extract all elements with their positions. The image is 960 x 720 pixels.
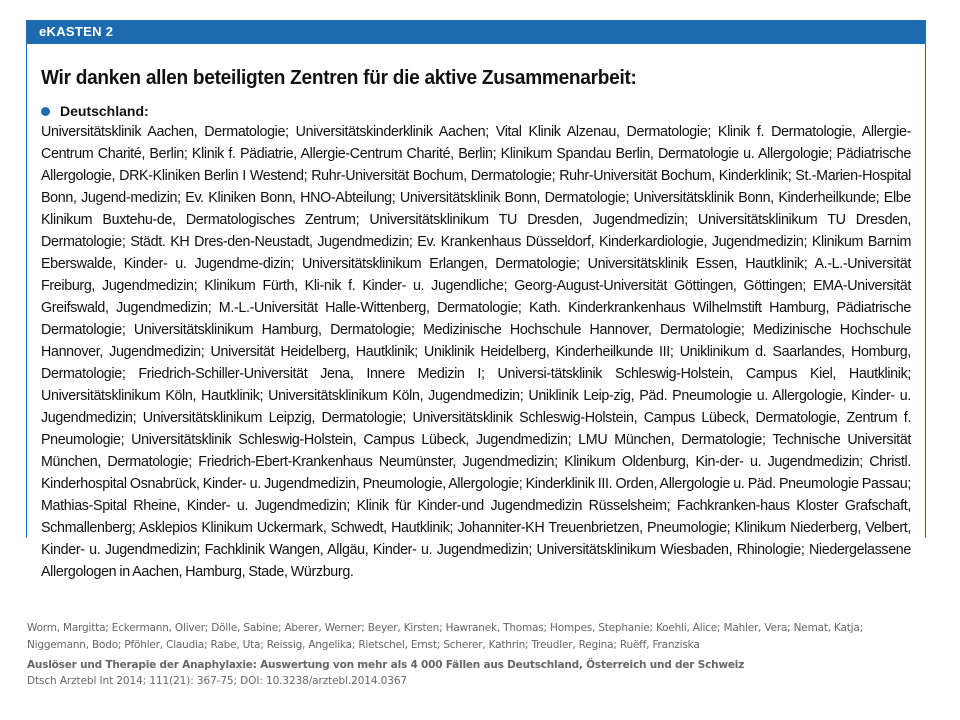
section-heading <box>41 103 925 119</box>
section-heading-label: Deutschland: <box>60 103 149 119</box>
citation-source: Dtsch Arztebl Int 2014; 111(21): 367-75; DOI: 10.3238/arztebl.2014.0367 <box>27 675 408 687</box>
ekasten-box <box>26 20 926 580</box>
centers-list-text: Universitätsklinik Aachen, Dermatologie; Universitätskinderklinik Aachen; Vital Klinik Alzenau, Dermatologie; Klinik f. Dermatologie, Allergie-Centrum Charité, Berlin; Klinik f. Pädiatrie, Allergie-Centrum Charité, Berlin; Klinikum Spandau Berlin, Dermatologie u. Allergologie; Pädiatrische Allergologie, DRK-Kliniken Berlin I Westend; Ruhr-Universität Bochum, Dermatologie; Ruhr-Universität Bochum, Kinderklinik; St.-Marien-Hospital Bonn, Jugend-medizin; Ev. Kliniken Bonn, HNO-Abteilung; Universitätsklinik Bonn, Dermatologie; Universitätsklinik Bonn, Kinderheilkunde; Elbe Klinikum Buxtehu-de, Dermatologisches Zentrum; Universitätsklinikum TU Dresden, Jugendmedizin; Universitätsklinikum TU Dresden, Dermatologie; Städt. KH Dres-den-Neustadt, Jugendmedizin; Ev. Krankenhaus Düsseldorf, Kinderkardiologie, Jugendmedizin; Klinikum Barnim Eberswalde, Kinder- u. Jugendme-dizin; Universitätsklinikum Erlangen, Dermatologie; Universitätsklinik Essen, Hautklinik; A.-L.-Universität Freiburg, Jugendmedizin; Klinikum Fürth, Kli-nik f. Kinder- u. Jugendliche; Georg-August-Universität Göttingen, Göttingen; EMA-Universität Greifswald, Jugendmedizin; M.-L.-Universität Halle-Wittenberg, Dermatologie; Kath. Kinderkrankenhaus Wilhelmstift Hamburg, Pädiatrische Dermatologie; Universitätsklinikum Hamburg, Dermatologie; Medizinische Hochschule Hannover, Dermatologie; Medizinische Hochschule Hannover, Jugendmedizin; Universität Heidelberg, Hautklinik; Uniklinik Heidelberg, Kinderheilkunde III; Uniklinikum d. Saarlandes, Homburg, Dermatologie; Friedrich-Schiller-Universität Jena, Innere Medizin I; Universi-tätsklinik Schleswig-Holstein, Campus Kiel, Hautklinik; Universitätsklinikum Köln, Hautklinik; Universitätsklinikum Köln, Jugendmedizin; Uniklinik Leip-zig, Päd. Pneumologie u. Allergologie, Kinder- u. Jugendmedizin; Universitätsklinikum Leipzig, Dermatologie; Universitätsklinik Schleswig-Holstein, Campus Lübeck, Dermatologie, Zentrum f. Pneumologie; Universitätsklinik Schleswig-Holstein, Campus Lübeck, Jugendmedizin; LMU München, Dermatologie; Technische Universität München, Dermatologie; Friedrich-Ebert-Krankenhaus Neumünster, Jugendmedizin; Klinikum Oldenburg, Kin-der- u. Jugendmedizin; Christl. Kinderhospital Osnabrück, Kinder- u. Jugendmedizin, Pneumologie, Allergologie; Kinderklinik III. Orden, Allergologie u. Päd. Pneumologie Passau; Mathias-Spital Rheine, Kinder- u. Jugendmedizin; Klinik für Kinder-und Jugendmedizin Rüsselsheim; Fachkranken-haus Kloster Grafschaft, Schmallenberg; Asklepios Klinikum Uckermark, Schwedt, Hautklinik; Johanniter-KH Treuenbrietzen, Pneumologie; Klinikum Niederberg, Velbert, Kinder- u. Jugendmedizin; Fachklinik Wangen, Allgäu, Kinder- u. Jugendmedizin; Universitätsklinikum Wiesbaden, Rhinologie; Niedergelassene Allergologen in Aachen, Hamburg, Stade, Würzburg. <box>41 124 911 580</box>
box-label: eKASTEN 2 <box>27 20 925 44</box>
citation-block <box>27 620 927 687</box>
citation-authors: Worm, Margitta; Eckermann, Oliver; Dölle, Sabine; Aberer, Werner; Beyer, Kirsten; Hawranek, Thomas; Hompes, Stephanie; Koehli, Alice; Mahler, Vera; Nemat, Katja; Niggemann, Bodo; Pföhler, Claudia; Rabe, Uta; Reissig, Angelika; Rietschel, Ernst; Scherer, Kathrin; Treudler, Regina; Ruëff, Franziska <box>27 622 863 651</box>
box-title: Wir danken allen beteiligten Zentren für die aktive Zusammenarbeit: <box>41 66 637 89</box>
bullet-icon <box>41 107 50 116</box>
citation-title: Auslöser und Therapie der Anaphylaxie: Auswertung von mehr als 4 000 Fällen aus Deutschland, Österreich und der Schweiz <box>27 659 745 671</box>
